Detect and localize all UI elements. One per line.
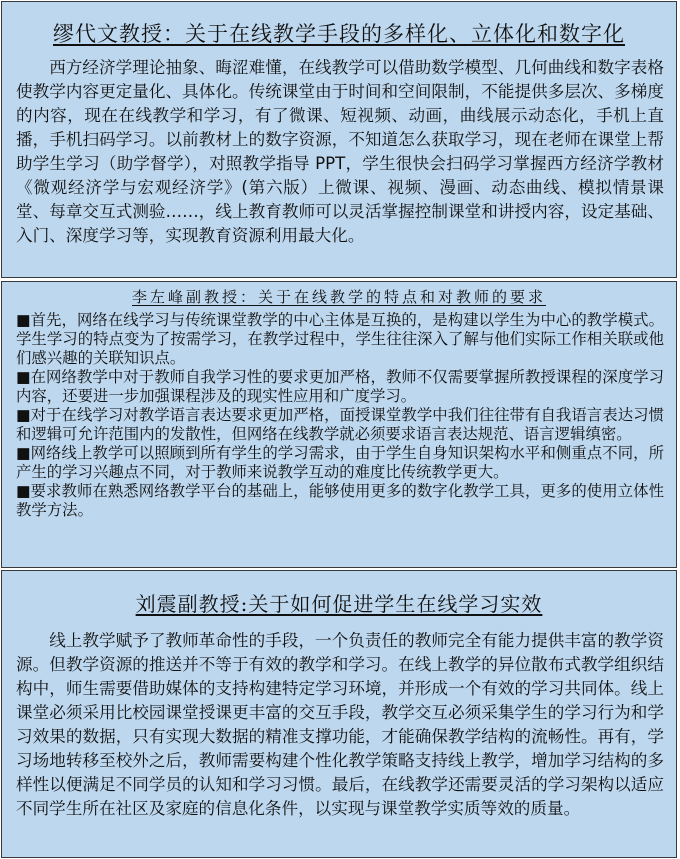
- bullet-item: ■要求教师在熟悉网络教学平台的基础上，能够使用更多的数字化教学工具，更多的使用立体性教学方法。: [16, 482, 664, 519]
- section-body: 西方经济学理论抽象、晦涩难懂，在线教学可以借助数学模型、几何曲线和数字表格使教学内容更定量化、具体化。传统课堂由于时间和空间限制，不能提供多层次、多梯度的内容，现在在线教学和学习，有了微课、短视频、动画，曲线展示动态化，手机上直播，手机扫码学习。以前教材上的数字资源，不知道怎么获取学习，现在老师在课堂上帮助学生学习（助学督学），对照教学指导 PPT，学生很快会扫码学习掌握西方经济学教材《微观经济学与宏观经济学》(第六版）上微课、视频、漫画、动态曲线、模拟情景课堂、每章交互式测验……，线上教育教师可以灵活掌握控制课堂和讲授内容，设定基础、入门、深度学习等，实现教育资源利用最大化。: [16, 58, 664, 245]
- section-miao-daiwen: [1, 1, 677, 278]
- section-liu-zhen: [1, 570, 677, 858]
- section-title: 缪代文教授：关于在线教学手段的多样化、立体化和数字化: [53, 22, 625, 46]
- section-body: 线上教学赋予了教师革命性的手段，一个负责任的教师完全有能力提供丰富的教学资源。但教学资源的推送并不等于有效的教学和学习。在线上教学的异位散布式教学组织结构中，师生需要借助媒体的支持构建特定学习环境，并形成一个有效的学习共同体。线上课堂必须采用比校园课堂授课更丰富的交互手段，教学交互必须采集学生的学习行为和学习效果的数据，只有实现大数据的精准支撑功能，才能确保教学结构的流畅性。再有，学习场地转移至校外之后，教师需要构建个性化教学策略支持线上教学，增加学习结构的多样性以便满足不同学员的认知和学习习惯。最后，在线教学还需要灵活的学习架构以适应不同学生所在社区及家庭的信息化条件，以实现与课堂教学实质等效的质量。: [16, 631, 664, 818]
- section-title: 李左峰副教授：关于在线教学的特点和对教师的要求: [131, 288, 546, 306]
- bullet-item: ■对于在线学习对教学语言表达要求更加严格，面授课堂教学中我们往往带有自我语言表达习惯和逻辑可允许范围内的发散性，但网络在线教学就必须要求语言表达规范、语言逻辑缜密。: [16, 406, 664, 443]
- section-title: 刘震副教授:关于如何促进学生在线学习实效: [135, 592, 543, 616]
- bullet-item: ■网络线上教学可以照顾到所有学生的学习需求，由于学生自身知识架构水平和侧重点不同，所产生的学习兴趣点不同，对于教师来说教学互动的难度比传统教学更大。: [16, 444, 664, 481]
- bullet-list: [16, 311, 664, 520]
- bullet-item: ■在网络教学中对于教师自我学习性的要求更加严格，教师不仅需要掌握所教授课程的深度学习内容，还要进一步加强课程涉及的现实性应用和广度学习。: [16, 368, 664, 405]
- section-li-zuofeng: [1, 281, 677, 568]
- bullet-item: ■首先，网络在线学习与传统课堂教学的中心主体是互换的，是构建以学生为中心的教学模式。学生学习的特点变为了按需学习，在教学过程中，学生往往深入了解与他们实际工作相关联或他们感兴趣的关联知识点。: [16, 311, 664, 367]
